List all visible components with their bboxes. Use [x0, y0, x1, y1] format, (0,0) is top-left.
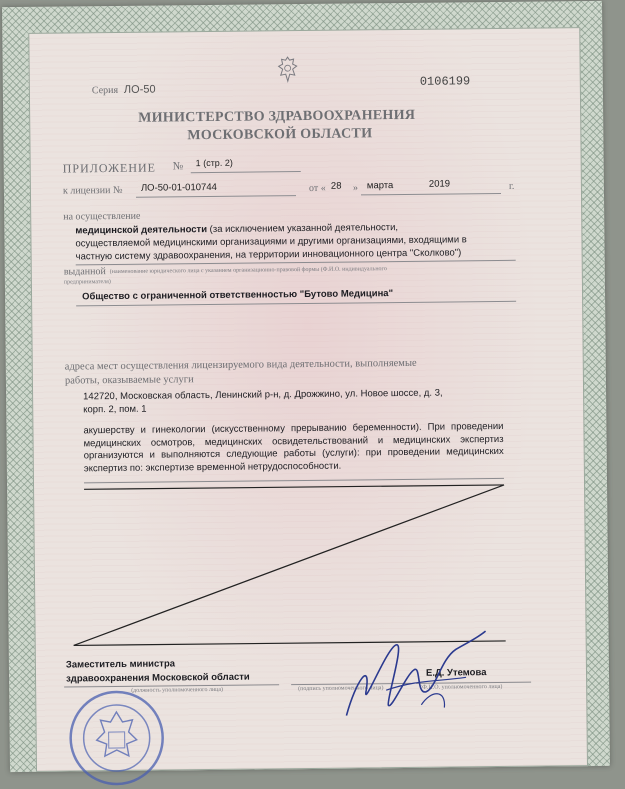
position-hint: (должность уполномоченного лица)	[131, 686, 224, 694]
seria-label: Серия	[91, 84, 119, 97]
signer-position-line2: здравоохранения Московской области	[65, 671, 250, 685]
signature-hint: (подпись уполномоченного лица)	[298, 685, 384, 693]
ministry-title-line2: МОСКОВСКОЙ ОБЛАСТИ	[187, 126, 373, 144]
seria-value: ЛО-50	[123, 83, 156, 96]
organization-name: Общество с ограниченной ответственностью "Бутово Медицина"	[81, 288, 394, 303]
handwritten-signature	[325, 619, 496, 731]
license-number: ЛО-50-01-010744	[140, 181, 217, 194]
activity-exception: (за исключением указанной деятельности,	[206, 222, 399, 236]
license-day: 28	[330, 180, 342, 192]
license-year-suffix: г.	[508, 180, 515, 192]
issued-label: выданной	[63, 266, 106, 278]
issued-hint-line2: предпринимателя)	[63, 279, 111, 286]
address-label-line2: работы, оказываемые услуги	[64, 374, 194, 387]
activity-name: медицинской деятельности	[75, 224, 208, 237]
signer-name: Е.Д. Утемова	[425, 667, 487, 679]
license-day-close: »	[352, 182, 358, 194]
signer-position-line1: Заместитель министра	[65, 658, 176, 671]
license-prefix: к лицензии №	[62, 184, 123, 197]
appendix-value: 1 (стр. 2)	[195, 157, 233, 169]
license-date-from: от «	[308, 182, 326, 194]
license-appendix-sheet	[2, 1, 610, 772]
issued-hint-line1: (наименование юридического лица с указанием организационно-правовой формы (Ф.И.О. индивидуального	[109, 266, 387, 276]
services-text: акушерству и гинекологии (искусственному прерыванию беременности). При проведении медицинских осмотров, медицинских освидетельствований и медицинских экспертиз организуются и выполняются следующие работы (услуги): при проведении медицинских экспертиз по: экспертизе временной нетрудоспособности.	[83, 420, 504, 474]
activity-line2: осуществляемой медицинскими организациями и другими организациями, входящими в	[75, 234, 467, 250]
activity-label: на осуществление	[63, 210, 141, 223]
appendix-label: ПРИЛОЖЕНИЕ	[62, 160, 157, 176]
blank-number: 0106199	[419, 74, 471, 89]
appendix-number-sign: №	[172, 160, 184, 173]
official-stamp-seal	[66, 687, 167, 788]
paper-area	[28, 27, 588, 772]
activity-line3: частную систему здравоохранения, на территории инновационного центра "Сколково")	[75, 247, 462, 263]
address-line1: 142720, Московская область, Ленинский р-н, д. Дрожжино, ул. Новое шоссе, д. 3,	[83, 387, 443, 403]
ministry-title-line1: МИНИСТЕРСТВО ЗДРАВООХРАНЕНИЯ	[138, 107, 416, 126]
address-label-line1: адреса мест осуществления лицензируемого вида деятельности, выполняемые	[64, 357, 417, 373]
address-line2: корп. 2, пом. 1	[83, 403, 147, 416]
license-year: 2019	[428, 178, 451, 190]
name-hint: (Ф.И.О. уполномоченного лица)	[420, 683, 503, 691]
license-month: марта	[366, 180, 394, 192]
